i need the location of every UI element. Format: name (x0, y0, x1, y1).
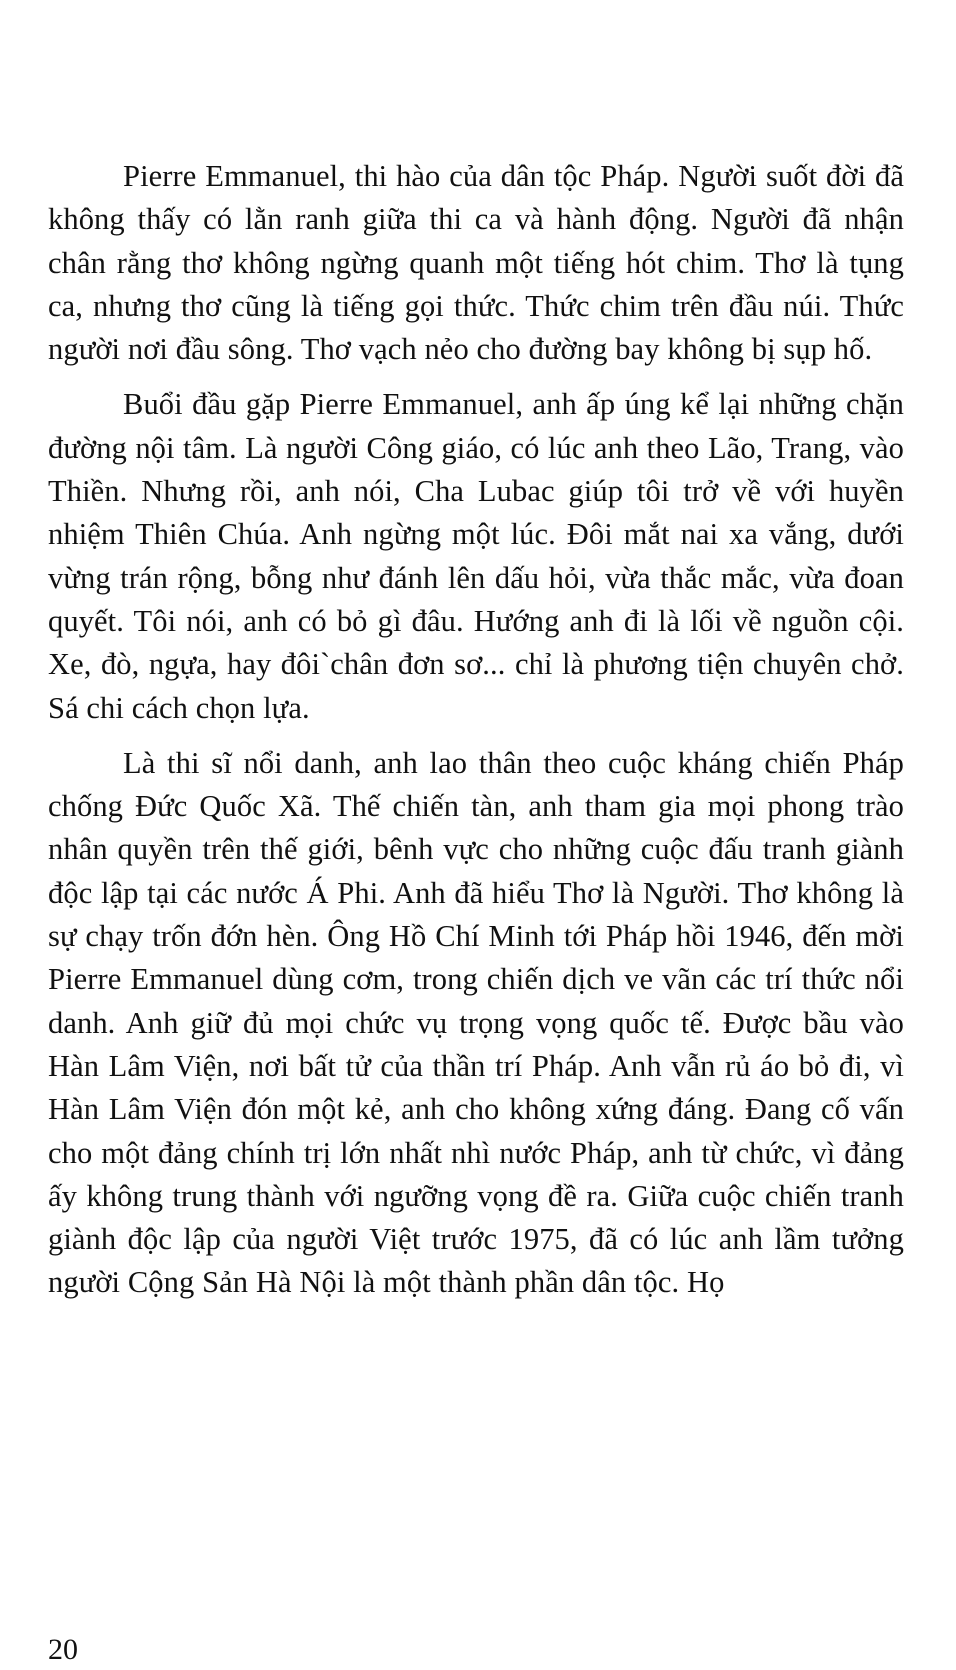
page-number: 20 (48, 1633, 78, 1666)
paragraph-2: Buổi đầu gặp Pierre Emmanuel, anh ấp úng kể lại những chặn đường nội tâm. Là người Công giáo, có lúc anh theo Lão, Trang, vào Thiền. Nhưng rồi, anh nói, Cha Lubac giúp tôi trở về với huyền nhiệm Thiên Chúa. Anh ngừng một lúc. Đôi mắt nai xa vắng, dưới vừng trán rộng, bỗng như đánh lên dấu hỏi, vừa thắc mắc, vừa đoan quyết. Tôi nói, anh có bỏ gì đâu. Hướng anh đi là lối về nguồn cội. Xe, đò, ngựa, hay đôi`chân đơn sơ... chỉ là phương tiện chuyên chở. Sá chi cách chọn lựa. (48, 387, 904, 725)
paragraph-3: Là thi sĩ nổi danh, anh lao thân theo cuộc kháng chiến Pháp chống Đức Quốc Xã. Thế chiến tàn, anh tham gia mọi phong trào nhân quyền trên thế giới, bênh vực cho những cuộc đấu tranh giành độc lập tại các nước Á Phi. Anh đã hiểu Thơ là Người. Thơ không là sự chạy trốn đớn hèn. Ông Hồ Chí Minh tới Pháp hồi 1946, đến mời Pierre Emmanuel dùng cơm, trong chiến dịch ve vãn các trí thức nổi danh. Anh giữ đủ mọi chức vụ trọng vọng quốc tế. Được bầu vào Hàn Lâm Viện, nơi bất tử của thần trí Pháp. Anh vẫn rủ áo bỏ đi, vì Hàn Lâm Viện đón một kẻ, anh cho không xứng đáng. Đang cố vấn cho một đảng chính trị lớn nhất nhì nước Pháp, anh từ chức, vì đảng ấy không trung thành với ngưỡng vọng đề ra. Giữa cuộc chiến tranh giành độc lập của người Việt trước 1975, đã có lúc anh lầm tưởng người Cộng Sản Hà Nội là một thành phần dân tộc. Họ (48, 745, 904, 1300)
paragraph-1: Pierre Emmanuel, thi hào của dân tộc Pháp. Người suốt đời đã không thấy có lằn ranh giữa thi ca và hành động. Người đã nhận chân rằng thơ không ngừng quanh một tiếng hót chim. Thơ là tụng ca, nhưng thơ cũng là tiếng gọi thức. Thức chim trên đầu núi. Thức người nơi đầu sông. Thơ vạch nẻo cho đường bay không bị sụp hố. (48, 159, 904, 367)
body-text (48, 155, 904, 1317)
